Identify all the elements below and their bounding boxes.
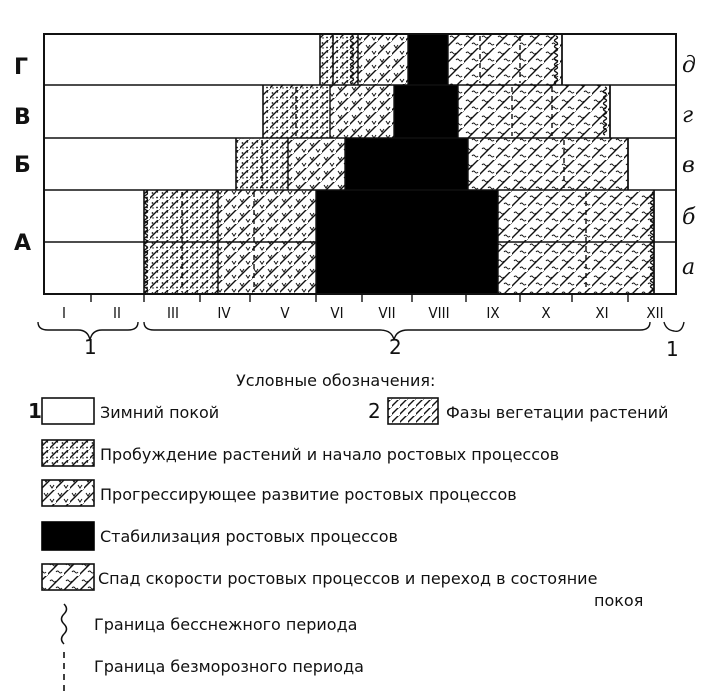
phase-segment (458, 85, 610, 138)
row-label-v: В (14, 105, 31, 130)
month-label: III (167, 304, 179, 322)
row-label-g-right: г (682, 103, 694, 128)
month-label: V (280, 304, 290, 322)
row-label-b: Б (14, 153, 31, 178)
month-label: VI (330, 304, 344, 322)
legend-veg-swatch (388, 398, 438, 424)
group-label-winter-left: 1 (84, 335, 97, 359)
legend-snowfree-label: Граница бесснежного периода (94, 615, 358, 634)
month-label: X (541, 304, 551, 322)
legend-progress-label: Прогрессирующее развитие ростовых процессов (100, 485, 517, 504)
phase-segment (288, 138, 345, 190)
phase-segment (320, 34, 333, 85)
row-label-g: Г (14, 55, 29, 80)
legend-awakening-label: Пробуждение растений и начало ростовых процессов (100, 445, 560, 464)
legend-veg-label: Фазы вегетации растений (446, 403, 669, 422)
month-label: XII (646, 304, 664, 322)
legend-winter-label: Зимний покой (100, 403, 220, 422)
legend-winter-swatch (42, 398, 94, 424)
row-label-v-right: в (682, 153, 695, 178)
legend-frostfree-label: Граница безморозного периода (94, 657, 364, 676)
phase-bars (144, 34, 654, 294)
legend-snowfree-symbol (62, 604, 67, 644)
legend-awakening-swatch (42, 440, 94, 466)
legend-decline-label-2: покоя (594, 591, 644, 610)
phase-segment (394, 85, 458, 138)
month-label: II (113, 304, 121, 322)
row-label-a: А (14, 231, 32, 256)
month-label: XI (595, 304, 609, 322)
legend-decline-label-1: Спад скорости ростовых процессов и переход в состояние (98, 569, 598, 588)
phase-segment (345, 138, 468, 190)
legend-winter-num: 1 (28, 399, 42, 423)
legend-progress-swatch (42, 480, 94, 506)
phase-segment (236, 138, 288, 190)
group-label-winter-right: 1 (666, 337, 679, 361)
phase-segment (316, 190, 498, 294)
legend-decline-swatch (42, 564, 94, 590)
month-label: I (62, 304, 66, 322)
legend-title: Условные обозначения: (236, 371, 436, 390)
month-label: IX (486, 304, 500, 322)
brace-winter-right (664, 322, 684, 331)
row-label-d-right: д (682, 53, 696, 78)
month-label: VII (378, 304, 396, 322)
legend-stabilization-swatch (42, 522, 94, 550)
phase-segment (468, 138, 628, 190)
legend-veg-num: 2 (368, 399, 381, 423)
group-label-vegetation: 2 (389, 335, 402, 359)
phase-segment (358, 34, 408, 85)
phase-segment (330, 85, 394, 138)
legend-stabilization-label: Стабилизация ростовых процессов (100, 527, 398, 546)
phase-segment (263, 85, 330, 138)
month-label: VIII (428, 304, 450, 322)
phase-segment (333, 34, 358, 85)
month-axis (62, 294, 664, 322)
row-label-b-right: б (682, 205, 696, 230)
phase-segment (408, 34, 448, 85)
month-label: IV (217, 304, 231, 322)
phase-segment (448, 34, 562, 85)
row-label-a-right: а (682, 255, 696, 280)
